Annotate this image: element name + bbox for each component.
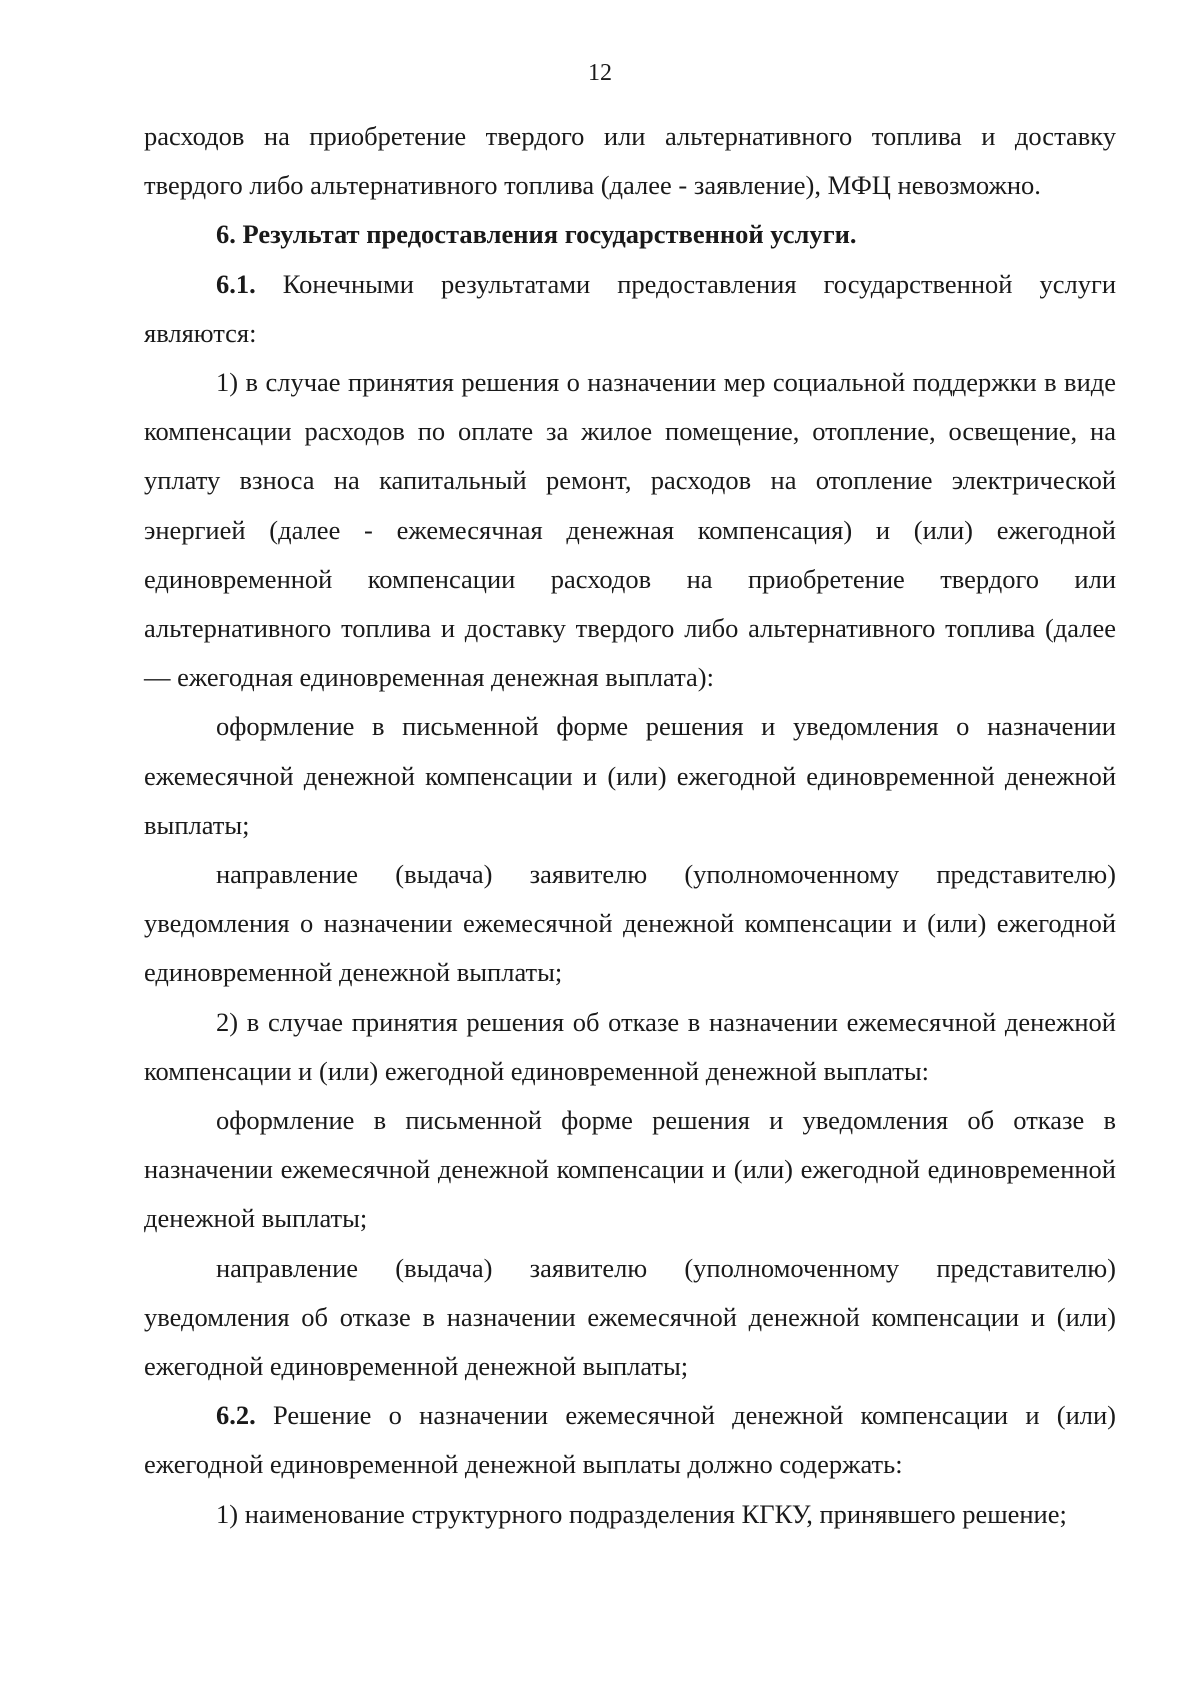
paragraph-6-2 bbox=[144, 1391, 1116, 1489]
page-number: 12 bbox=[588, 60, 612, 86]
paragraph-item-1a: оформление в письменной форме решения и уведомления о назначении ежемесячной денежной компенсации и (или) ежегодной единовременной денежной выплаты; bbox=[144, 711, 1116, 840]
clause-text-6-2: Решение о назначении ежемесячной денежной компенсации и (или) ежегодной единовременной денежной выплаты должно содержать: bbox=[144, 1400, 1116, 1480]
paragraph-6-2-item-1: 1) наименование структурного подразделения КГКУ, принявшего решение; bbox=[216, 1498, 1067, 1529]
section-heading: 6. Результат предоставления государственной услуги. bbox=[216, 219, 857, 250]
paragraph-6-1 bbox=[144, 260, 1116, 358]
clause-number-6-1: 6.1. bbox=[216, 268, 256, 299]
paragraph-item-2b: направление (выдача) заявителю (уполномоченному представителю) уведомления об отказе в назначении ежемесячной денежной компенсации и (или) ежегодной единовременной денежной выплаты; bbox=[144, 1252, 1116, 1382]
paragraph-continuation: расходов на приобретение твердого или альтернативного топлива и доставку твердого либо альтернативного топлива (далее - заявление), МФЦ невозможно. bbox=[144, 121, 1116, 201]
paragraph-item-2: 2) в случае принятия решения об отказе в назначении ежемесячной денежной компенсации и (или) ежегодной единовременной денежной выплаты: bbox=[144, 1006, 1116, 1086]
clause-number-6-2: 6.2. bbox=[216, 1400, 256, 1431]
paragraph-item-1: 1) в случае принятия решения о назначении мер социальной поддержки в виде компенсации расходов по оплате за жилое помещение, отопление, освещение, на уплату взноса на капитальный ремонт, расходов на отопление электрической энергией (далее - ежемесячная денежная компенсация) и (или) ежегодной единовременной компенсации расходов на приобретение твердого или альтернативного топлива и доставку твердого либо альтернативного топлива (далее — ежегодная единовременная денежная выплата): bbox=[144, 367, 1116, 693]
document-body bbox=[144, 112, 1116, 1539]
clause-text-6-1: Конечными результатами предоставления государственной услуги являются: bbox=[144, 268, 1116, 348]
paragraph-item-2a: оформление в письменной форме решения и уведомления об отказе в назначении ежемесячной денежной компенсации и (или) ежегодной единовременной денежной выплаты; bbox=[144, 1105, 1116, 1234]
paragraph-item-1b: направление (выдача) заявителю (уполномоченному представителю) уведомления о назначении ежемесячной денежной компенсации и (или) ежегодной единовременной денежной выплаты; bbox=[144, 859, 1116, 988]
